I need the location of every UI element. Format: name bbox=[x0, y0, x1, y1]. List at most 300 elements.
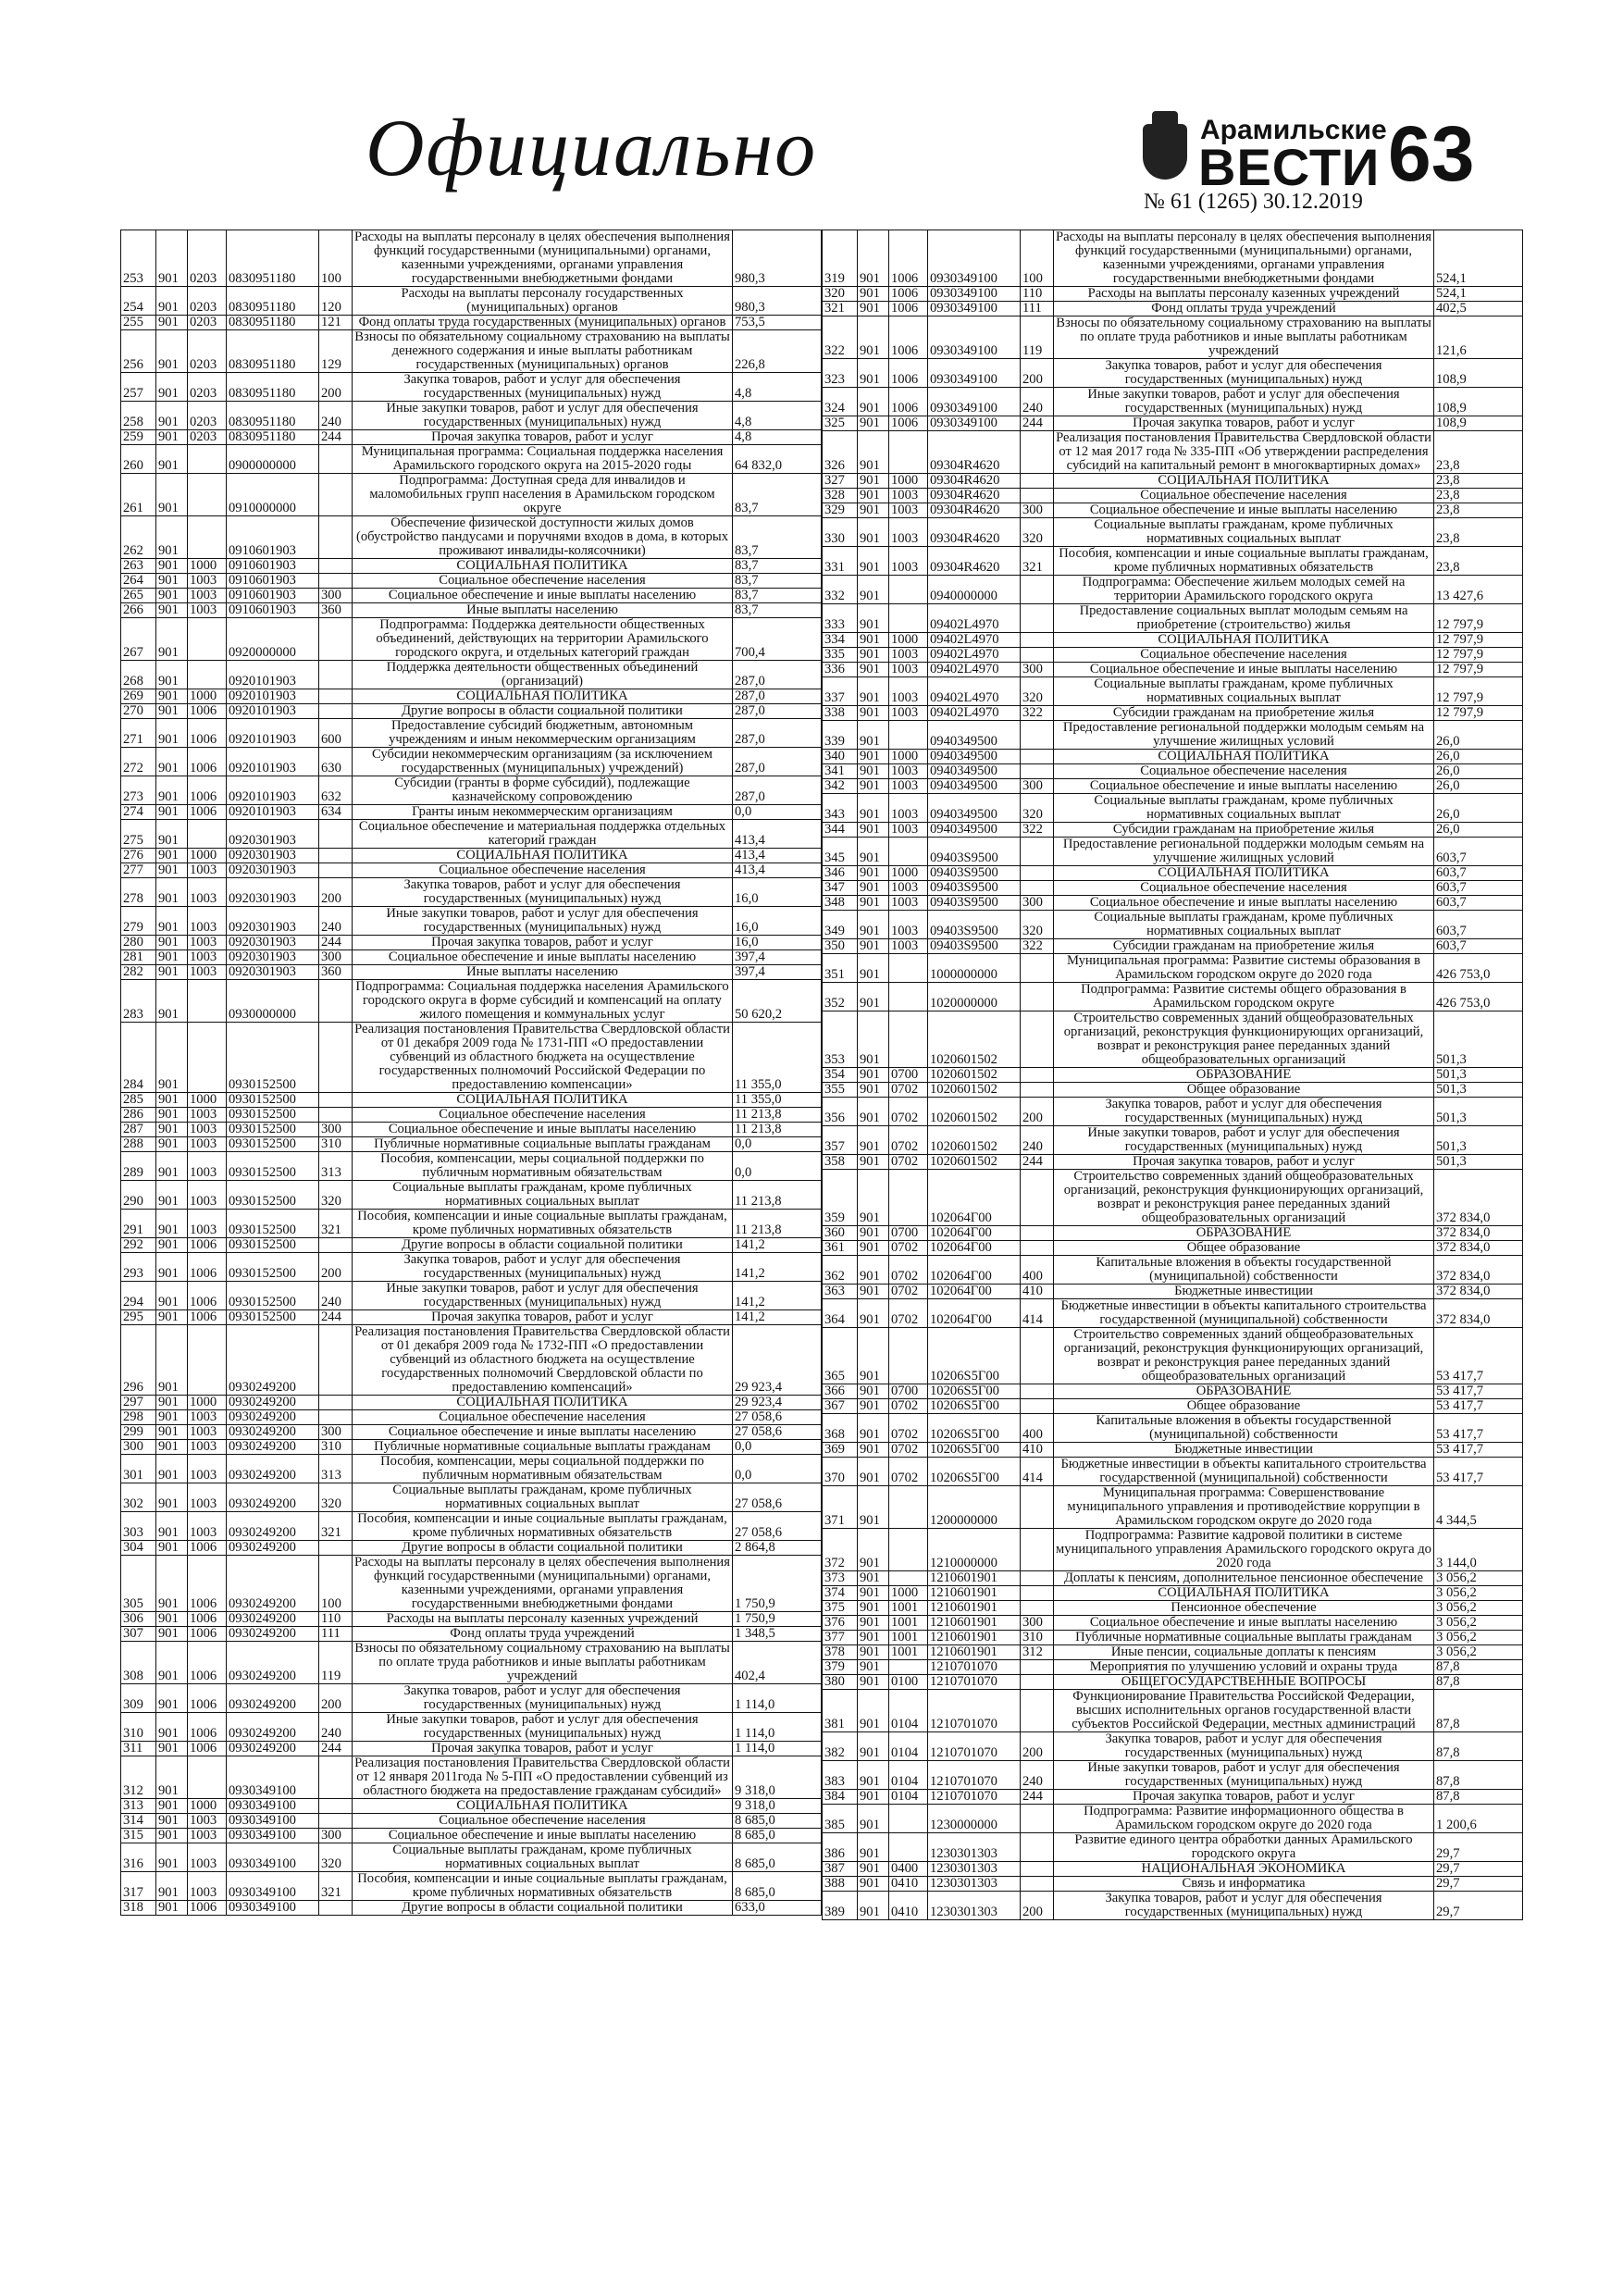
expense-type: 320 bbox=[1021, 677, 1054, 706]
section-code: 1003 bbox=[889, 896, 928, 911]
admin-code: 901 bbox=[858, 794, 889, 823]
row-amount: 287,0 bbox=[733, 719, 822, 748]
row-number: 322 bbox=[823, 316, 858, 359]
row-description: Прочая закупка товаров, работ и услуг bbox=[353, 1310, 733, 1325]
target-code: 0930249200 bbox=[227, 1684, 319, 1713]
row-number: 355 bbox=[823, 1083, 858, 1098]
row-number: 265 bbox=[121, 589, 156, 603]
row-number: 288 bbox=[121, 1137, 156, 1152]
admin-code: 901 bbox=[156, 1181, 188, 1210]
row-amount: 87,8 bbox=[1434, 1732, 1523, 1761]
table-row bbox=[121, 1713, 822, 1742]
admin-code: 901 bbox=[858, 416, 889, 431]
admin-code: 901 bbox=[156, 748, 188, 776]
row-number: 306 bbox=[121, 1612, 156, 1627]
admin-code: 901 bbox=[156, 287, 188, 316]
row-amount: 27 058,6 bbox=[733, 1410, 822, 1425]
table-row bbox=[823, 1068, 1523, 1083]
expense-type: 320 bbox=[319, 1181, 353, 1210]
table-row bbox=[823, 1660, 1523, 1675]
row-number: 329 bbox=[823, 503, 858, 518]
target-code: 0930349100 bbox=[928, 359, 1021, 388]
table-row bbox=[121, 719, 822, 748]
section-code bbox=[889, 1486, 928, 1529]
admin-code: 901 bbox=[858, 750, 889, 764]
row-description: Иные закупки товаров, работ и услуг для обеспечения государственных (муниципальных) нужд bbox=[1054, 1761, 1434, 1790]
row-number: 305 bbox=[121, 1556, 156, 1612]
row-number: 350 bbox=[823, 939, 858, 954]
row-amount: 413,4 bbox=[733, 863, 822, 878]
row-number: 303 bbox=[121, 1512, 156, 1541]
row-description: Социальное обеспечение и иные выплаты населению bbox=[1054, 663, 1434, 677]
target-code: 0930249200 bbox=[227, 1410, 319, 1425]
row-description: Гранты иным некоммерческим организациям bbox=[353, 805, 733, 820]
row-description: Расходы на выплаты персоналу в целях обеспечения выполнения функций государственными (муниципальными) органами, казенными учреждениями, органами управления государственными внебюджетными фондами bbox=[353, 1556, 733, 1612]
row-number: 267 bbox=[121, 618, 156, 661]
row-amount: 700,4 bbox=[733, 618, 822, 661]
table-row bbox=[121, 516, 822, 559]
row-description: Мероприятия по улучшению условий и охраны труда bbox=[1054, 1660, 1434, 1675]
row-amount: 108,9 bbox=[1434, 416, 1523, 431]
row-number: 315 bbox=[121, 1829, 156, 1843]
admin-code: 901 bbox=[156, 980, 188, 1023]
row-description: Социальное обеспечение и иные выплаты населению bbox=[353, 1829, 733, 1843]
section-code: 1006 bbox=[188, 1713, 227, 1742]
target-code: 0930152500 bbox=[227, 1181, 319, 1210]
row-description: ОБРАЗОВАНИЕ bbox=[1054, 1068, 1434, 1083]
row-amount: 29 923,4 bbox=[733, 1396, 822, 1410]
row-description: Фонд оплаты труда учреждений bbox=[353, 1627, 733, 1642]
admin-code: 901 bbox=[858, 1384, 889, 1399]
row-description: Другие вопросы в области социальной политики bbox=[353, 1901, 733, 1916]
row-description: Другие вопросы в области социальной политики bbox=[353, 1541, 733, 1556]
table-row bbox=[121, 950, 822, 965]
section-code: 1003 bbox=[188, 1512, 227, 1541]
row-number: 327 bbox=[823, 474, 858, 489]
row-amount: 426 753,0 bbox=[1434, 954, 1523, 983]
expense-type: 200 bbox=[1021, 1732, 1054, 1761]
target-code: 09402L4970 bbox=[928, 633, 1021, 648]
admin-code: 901 bbox=[156, 863, 188, 878]
table-row bbox=[823, 1690, 1523, 1732]
admin-code: 901 bbox=[858, 388, 889, 416]
target-code: 09304R4620 bbox=[928, 503, 1021, 518]
section-code: 1003 bbox=[188, 603, 227, 618]
row-number: 364 bbox=[823, 1299, 858, 1328]
row-amount: 23,8 bbox=[1434, 518, 1523, 547]
table-row bbox=[823, 518, 1523, 547]
admin-code: 901 bbox=[858, 1892, 889, 1920]
section-code: 0702 bbox=[889, 1285, 928, 1299]
admin-code: 901 bbox=[156, 1829, 188, 1843]
section-code: 1003 bbox=[889, 489, 928, 503]
target-code: 0930249200 bbox=[227, 1627, 319, 1642]
row-number: 300 bbox=[121, 1440, 156, 1455]
table-row bbox=[823, 604, 1523, 633]
expense-type: 200 bbox=[319, 1253, 353, 1282]
admin-code: 901 bbox=[156, 1455, 188, 1483]
row-number: 321 bbox=[823, 302, 858, 316]
admin-code: 901 bbox=[156, 1684, 188, 1713]
section-code bbox=[188, 820, 227, 849]
target-code: 0920301903 bbox=[227, 863, 319, 878]
admin-code: 901 bbox=[156, 936, 188, 950]
table-row bbox=[823, 896, 1523, 911]
row-number: 304 bbox=[121, 1541, 156, 1556]
expense-type bbox=[1021, 1399, 1054, 1414]
expense-type: 200 bbox=[319, 1684, 353, 1713]
row-amount: 87,8 bbox=[1434, 1675, 1523, 1690]
table-row bbox=[823, 1675, 1523, 1690]
row-description: Закупка товаров, работ и услуг для обеспечения государственных (муниципальных) нужд bbox=[1054, 1892, 1434, 1920]
row-number: 382 bbox=[823, 1732, 858, 1761]
row-amount: 287,0 bbox=[733, 748, 822, 776]
table-row bbox=[121, 1137, 822, 1152]
section-code: 1003 bbox=[188, 1483, 227, 1512]
row-description: Реализация постановления Правительства Свердловской области от 01 декабря 2009 года № 1732-ПП «О предоставлении субвенций из областного бюджета на осуществление государственных полномочий Свердловской области по предоставлению компенсаций» bbox=[353, 1325, 733, 1396]
target-code: 09304R4620 bbox=[928, 474, 1021, 489]
admin-code: 901 bbox=[156, 1541, 188, 1556]
admin-code: 901 bbox=[858, 1732, 889, 1761]
row-description: Другие вопросы в области социальной политики bbox=[353, 1238, 733, 1253]
target-code: 0930349100 bbox=[928, 230, 1021, 287]
row-number: 302 bbox=[121, 1483, 156, 1512]
row-description: Связь и информатика bbox=[1054, 1877, 1434, 1892]
row-amount: 53 417,7 bbox=[1434, 1414, 1523, 1443]
section-code: 0203 bbox=[188, 402, 227, 430]
row-description: Субсидии (гранты в форме субсидий), подлежащие казначейскому сопровождению bbox=[353, 776, 733, 805]
admin-code: 901 bbox=[156, 1282, 188, 1310]
table-row bbox=[823, 431, 1523, 474]
target-code: 10206S5Г00 bbox=[928, 1458, 1021, 1486]
target-code: 0920101903 bbox=[227, 748, 319, 776]
row-description: Взносы по обязательному социальному страхованию на выплаты денежного содержания и иные выплаты работникам государственных (муниципальных) органов bbox=[353, 330, 733, 373]
section-code: 0400 bbox=[889, 1862, 928, 1877]
admin-code: 901 bbox=[858, 431, 889, 474]
row-number: 294 bbox=[121, 1282, 156, 1310]
target-code: 102064Г00 bbox=[928, 1226, 1021, 1241]
row-amount: 141,2 bbox=[733, 1282, 822, 1310]
row-number: 369 bbox=[823, 1443, 858, 1458]
expense-type bbox=[1021, 721, 1054, 750]
row-number: 268 bbox=[121, 661, 156, 689]
expense-type: 320 bbox=[319, 1483, 353, 1512]
expense-type bbox=[1021, 1384, 1054, 1399]
expense-type bbox=[319, 1756, 353, 1799]
expense-type bbox=[1021, 954, 1054, 983]
section-code: 1000 bbox=[188, 1799, 227, 1814]
row-description: Закупка товаров, работ и услуг для обеспечения государственных (муниципальных) нужд bbox=[353, 1684, 733, 1713]
row-amount: 64 832,0 bbox=[733, 445, 822, 474]
row-description: Расходы на выплаты персоналу в целях обеспечения выполнения функций государственными (муниципальными) органами, казенными учреждениями, органами управления государственными внебюджетными фондами bbox=[1054, 230, 1434, 287]
logo-top-text: Арамильские bbox=[1200, 115, 1387, 145]
section-code bbox=[188, 618, 227, 661]
expense-type bbox=[319, 849, 353, 863]
admin-code: 901 bbox=[858, 663, 889, 677]
target-code: 0830951180 bbox=[227, 430, 319, 445]
admin-code: 901 bbox=[156, 230, 188, 287]
target-code: 0930349100 bbox=[227, 1843, 319, 1872]
row-amount: 1 114,0 bbox=[733, 1742, 822, 1756]
section-code bbox=[889, 604, 928, 633]
expense-type bbox=[319, 1325, 353, 1396]
target-code: 102064Г00 bbox=[928, 1256, 1021, 1285]
table-row bbox=[823, 838, 1523, 866]
expense-type: 200 bbox=[1021, 1098, 1054, 1126]
table-row bbox=[121, 287, 822, 316]
target-code: 0930349100 bbox=[227, 1829, 319, 1843]
row-description: Субсидии гражданам на приобретение жилья bbox=[1054, 939, 1434, 954]
section-code: 1001 bbox=[889, 1645, 928, 1660]
row-amount: 141,2 bbox=[733, 1238, 822, 1253]
row-number: 264 bbox=[121, 574, 156, 589]
admin-code: 901 bbox=[858, 1011, 889, 1068]
row-description: Подпрограмма: Развитие кадровой политики в системе муниципального управления Арамильского городского округа до 2020 года bbox=[1054, 1529, 1434, 1571]
row-number: 310 bbox=[121, 1713, 156, 1742]
admin-code: 901 bbox=[858, 1226, 889, 1241]
row-description: Закупка товаров, работ и услуг для обеспечения государственных (муниципальных) нужд bbox=[1054, 1732, 1434, 1761]
row-number: 343 bbox=[823, 794, 858, 823]
target-code: 1210601901 bbox=[928, 1601, 1021, 1616]
admin-code: 901 bbox=[156, 559, 188, 574]
admin-code: 901 bbox=[156, 820, 188, 849]
expense-type bbox=[1021, 1226, 1054, 1241]
section-code: 1003 bbox=[188, 936, 227, 950]
table-row bbox=[121, 1627, 822, 1642]
target-code: 09304R4620 bbox=[928, 518, 1021, 547]
row-amount: 50 620,2 bbox=[733, 980, 822, 1023]
row-number: 290 bbox=[121, 1181, 156, 1210]
expense-type bbox=[1021, 983, 1054, 1011]
expense-type: 244 bbox=[1021, 416, 1054, 431]
section-code: 1006 bbox=[889, 302, 928, 316]
expense-type: 322 bbox=[1021, 939, 1054, 954]
expense-type: 322 bbox=[1021, 823, 1054, 838]
row-description: Поддержка деятельности общественных объединений (организаций) bbox=[353, 661, 733, 689]
table-row bbox=[121, 965, 822, 980]
section-code: 1000 bbox=[889, 1586, 928, 1601]
row-description: Социальное обеспечение и иные выплаты населению bbox=[1054, 1616, 1434, 1631]
target-code: 0930152500 bbox=[227, 1238, 319, 1253]
target-code: 09304R4620 bbox=[928, 431, 1021, 474]
target-code: 0930349100 bbox=[227, 1901, 319, 1916]
row-description: Бюджетные инвестиции bbox=[1054, 1443, 1434, 1458]
row-amount: 603,7 bbox=[1434, 911, 1523, 939]
row-number: 346 bbox=[823, 866, 858, 881]
admin-code: 901 bbox=[156, 373, 188, 402]
table-row bbox=[823, 764, 1523, 779]
row-number: 374 bbox=[823, 1586, 858, 1601]
expense-type bbox=[1021, 1660, 1054, 1675]
target-code: 09304R4620 bbox=[928, 489, 1021, 503]
table-row bbox=[823, 1155, 1523, 1170]
row-amount: 1 114,0 bbox=[733, 1684, 822, 1713]
section-code: 1006 bbox=[188, 719, 227, 748]
row-number: 266 bbox=[121, 603, 156, 618]
row-description: СОЦИАЛЬНАЯ ПОЛИТИКА bbox=[353, 1396, 733, 1410]
section-code: 0700 bbox=[889, 1068, 928, 1083]
section-code: 1006 bbox=[188, 704, 227, 719]
section-code bbox=[889, 1660, 928, 1675]
row-number: 365 bbox=[823, 1328, 858, 1384]
admin-code: 901 bbox=[156, 474, 188, 516]
row-description: Иные закупки товаров, работ и услуг для обеспечения государственных (муниципальных) нужд bbox=[1054, 388, 1434, 416]
table-row bbox=[823, 983, 1523, 1011]
admin-code: 901 bbox=[858, 1833, 889, 1862]
expense-type bbox=[319, 445, 353, 474]
expense-type: 244 bbox=[319, 936, 353, 950]
section-code: 1003 bbox=[188, 1137, 227, 1152]
row-number: 331 bbox=[823, 547, 858, 576]
row-number: 312 bbox=[121, 1756, 156, 1799]
expense-type: 300 bbox=[1021, 503, 1054, 518]
section-code: 1003 bbox=[188, 1814, 227, 1829]
table-row bbox=[823, 1299, 1523, 1328]
section-code bbox=[188, 445, 227, 474]
row-amount: 83,7 bbox=[733, 589, 822, 603]
row-number: 345 bbox=[823, 838, 858, 866]
section-code: 1003 bbox=[188, 1210, 227, 1238]
row-amount: 11 213,8 bbox=[733, 1210, 822, 1238]
table-row bbox=[121, 1843, 822, 1872]
expense-type: 100 bbox=[319, 1556, 353, 1612]
expense-type bbox=[319, 1396, 353, 1410]
section-code: 1003 bbox=[188, 1152, 227, 1181]
section-code: 1006 bbox=[188, 805, 227, 820]
expense-type: 244 bbox=[319, 430, 353, 445]
row-description: Подпрограмма: Развитие системы общего образования в Арамильском городском округе bbox=[1054, 983, 1434, 1011]
row-number: 278 bbox=[121, 878, 156, 907]
table-row bbox=[823, 388, 1523, 416]
row-description: Закупка товаров, работ и услуг для обеспечения государственных (муниципальных) нужд bbox=[353, 1253, 733, 1282]
table-row bbox=[121, 1742, 822, 1756]
row-amount: 53 417,7 bbox=[1434, 1443, 1523, 1458]
target-code: 09403S9500 bbox=[928, 838, 1021, 866]
table-row bbox=[823, 1790, 1523, 1805]
target-code: 0910601903 bbox=[227, 603, 319, 618]
table-row bbox=[121, 1123, 822, 1137]
admin-code: 901 bbox=[858, 1458, 889, 1486]
target-code: 0920101903 bbox=[227, 719, 319, 748]
row-description: Строительство современных зданий общеобразовательных организаций, реконструкция функционирующих организаций, возврат и реконструкция ранее переданных зданий общеобразовательных организаций bbox=[1054, 1011, 1434, 1068]
admin-code: 901 bbox=[858, 633, 889, 648]
table-row bbox=[823, 1877, 1523, 1892]
target-code: 1230301303 bbox=[928, 1833, 1021, 1862]
table-row bbox=[823, 1761, 1523, 1790]
target-code: 1210701070 bbox=[928, 1690, 1021, 1732]
row-description: Прочая закупка товаров, работ и услуг bbox=[353, 936, 733, 950]
target-code: 0930249200 bbox=[227, 1556, 319, 1612]
row-amount: 27 058,6 bbox=[733, 1512, 822, 1541]
target-code: 1210601901 bbox=[928, 1571, 1021, 1586]
table-row bbox=[121, 1023, 822, 1093]
admin-code: 901 bbox=[858, 1529, 889, 1571]
section-code: 0104 bbox=[889, 1690, 928, 1732]
section-code: 1006 bbox=[188, 748, 227, 776]
expense-type bbox=[1021, 604, 1054, 633]
admin-code: 901 bbox=[858, 576, 889, 604]
table-row bbox=[823, 1805, 1523, 1833]
row-number: 318 bbox=[121, 1901, 156, 1916]
expense-type: 313 bbox=[319, 1152, 353, 1181]
row-description: Подпрограмма: Доступная среда для инвалидов и маломобильных групп населения в Арамильском городском округе bbox=[353, 474, 733, 516]
section-code: 0203 bbox=[188, 316, 227, 330]
admin-code: 901 bbox=[858, 1399, 889, 1414]
row-amount: 4 344,5 bbox=[1434, 1486, 1523, 1529]
section-code: 1006 bbox=[889, 388, 928, 416]
row-description: Пособия, компенсации, меры социальной поддержки по публичным нормативным обязательствам bbox=[353, 1455, 733, 1483]
table-row bbox=[121, 980, 822, 1023]
row-amount: 426 753,0 bbox=[1434, 983, 1523, 1011]
row-amount: 12 797,9 bbox=[1434, 706, 1523, 721]
row-description: Общее образование bbox=[1054, 1083, 1434, 1098]
target-code: 0940349500 bbox=[928, 779, 1021, 794]
row-number: 258 bbox=[121, 402, 156, 430]
row-amount: 372 834,0 bbox=[1434, 1285, 1523, 1299]
table-row bbox=[823, 1285, 1523, 1299]
admin-code: 901 bbox=[156, 1310, 188, 1325]
target-code: 1210701070 bbox=[928, 1675, 1021, 1690]
expense-type: 630 bbox=[319, 748, 353, 776]
table-row bbox=[823, 1170, 1523, 1226]
admin-code: 901 bbox=[156, 1123, 188, 1137]
section-code: 1003 bbox=[188, 1829, 227, 1843]
admin-code: 901 bbox=[858, 1631, 889, 1645]
table-row bbox=[121, 445, 822, 474]
expense-type: 322 bbox=[1021, 706, 1054, 721]
row-description: Пособия, компенсации, меры социальной поддержки по публичным нормативным обязательствам bbox=[353, 1152, 733, 1181]
expense-type: 300 bbox=[319, 589, 353, 603]
admin-code: 901 bbox=[156, 1108, 188, 1123]
table-row bbox=[121, 1814, 822, 1829]
row-description: Социальные выплаты гражданам, кроме публичных нормативных социальных выплат bbox=[1054, 518, 1434, 547]
expense-type bbox=[1021, 750, 1054, 764]
table-row bbox=[823, 721, 1523, 750]
section-code bbox=[889, 1833, 928, 1862]
row-number: 377 bbox=[823, 1631, 858, 1645]
expense-type bbox=[319, 980, 353, 1023]
section-code: 1006 bbox=[188, 1541, 227, 1556]
row-amount: 29 923,4 bbox=[733, 1325, 822, 1396]
expense-type: 300 bbox=[319, 1829, 353, 1843]
row-description: Бюджетные инвестиции в объекты капитального строительства государственной (муниципальной) собственности bbox=[1054, 1458, 1434, 1486]
row-number: 311 bbox=[121, 1742, 156, 1756]
row-number: 270 bbox=[121, 704, 156, 719]
table-row bbox=[121, 1512, 822, 1541]
expense-type: 321 bbox=[319, 1210, 353, 1238]
admin-code: 901 bbox=[156, 1425, 188, 1440]
row-number: 376 bbox=[823, 1616, 858, 1631]
target-code: 0930152500 bbox=[227, 1152, 319, 1181]
expense-type bbox=[319, 1410, 353, 1425]
expense-type bbox=[319, 1901, 353, 1916]
target-code: 1210000000 bbox=[928, 1529, 1021, 1571]
row-number: 330 bbox=[823, 518, 858, 547]
table-row bbox=[823, 359, 1523, 388]
row-description: Прочая закупка товаров, работ и услуг bbox=[1054, 1155, 1434, 1170]
expense-type bbox=[1021, 881, 1054, 896]
section-code: 1006 bbox=[188, 1642, 227, 1684]
row-amount: 2 864,8 bbox=[733, 1541, 822, 1556]
expense-type bbox=[1021, 1241, 1054, 1256]
target-code: 0930152500 bbox=[227, 1123, 319, 1137]
table-row bbox=[121, 704, 822, 719]
admin-code: 901 bbox=[858, 1155, 889, 1170]
row-description: Фонд оплаты труда государственных (муниципальных) органов bbox=[353, 316, 733, 330]
target-code: 1210701070 bbox=[928, 1660, 1021, 1675]
section-code: 1006 bbox=[188, 1282, 227, 1310]
expense-type: 240 bbox=[319, 907, 353, 936]
